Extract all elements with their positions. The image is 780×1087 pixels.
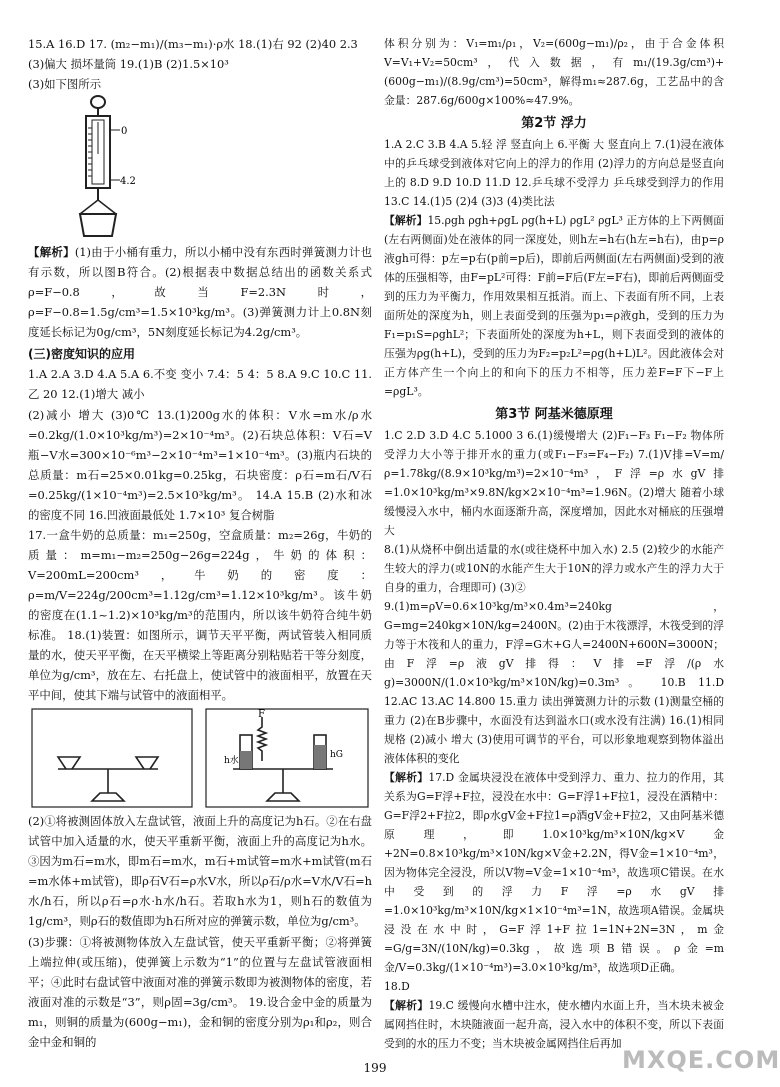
analysis-tag: 【解析】: [28, 245, 75, 260]
figure-label-water-height: h水: [224, 756, 239, 767]
answer-paragraph: 17.一盒牛奶的总质量：m₁=250g，空盒质量：m₂=26g，牛奶的质量：m=m₁−m₂=250g−26g=224g，牛奶的体积：V=200mL=200cm³，牛奶的密度：ρ=m/V=224g/200cm³=1.12g/cm³=1.12×10³kg/m³。该牛奶的密度在(1.1~1.2)×10³kg/m³的范围内，所以该牛奶符合纯牛奶标准。 18.(1)装置：如图所示，调节天平平衡，两试管装入相同质量的水，使天平平衡，在天平横梁上等距离分别粘贴若干等分刻度，单位为g/cm³，放在左、右托盘上，使试管中的液面相平，放置在天平中间，使其下端与试管中的液面相平。: [28, 527, 372, 703]
analysis-paragraph: 【解析】(1)由于小桶有重力，所以小桶中没有东西时弹簧测力计也有示数，所以图B符合。(2)根据表中数据总结出的函数关系式ρ=F−0.8，故当F=2.3N时，ρ=F−0.8=1.5g/cm³=1.5×10³kg/m³。(3)弹簧测力计上0.8N刻度延长标记为0g/cm³，5N刻度延长标记为4.2g/cm³。: [28, 245, 372, 340]
answer-line: 15.A 16.D 17. (m₂−m₁)/(m₃−m₁)·ρ水 18.(1)右 92 (2)40 2.3: [28, 37, 358, 51]
answer-paragraph: 9.(1)m=ρV=0.6×10³kg/m³×0.4m³=240kg，G=mg=240kg×10N/kg=2400N。(2)由于木筏漂浮，木筏受到的浮力等于木筏和人的重力，F浮=G木+G人=2400N+600N=3000N；由F浮=ρ液gV排得：V排=F浮/(ρ水g)=3000N/(1.0×10³kg/m³×10N/kg)=0.3m³。 10.B 11.D 12.AC 13.AC 14.800 15.重力 读出弹簧测力计的示数 (1)测量空桶的重力 (2)在B步骤中，水面没有达到溢水口(或水没有注满) 16.(1)相同规格 (2)减小 增大 (3)使用可调节的平台，可以形象地观察到物体溢出液体体积的变化: [384, 600, 725, 765]
figure-label-force: F: [258, 709, 265, 721]
answer-paragraph: (2)减小 增大 (3)0℃ 13.(1)200g水的体积：V水=m水/ρ水=0.2kg/(1.0×10³kg/m³)=2×10⁻⁴m³。(2)石块总体积：V石=V瓶−V水=300×10⁻⁶m³−2×10⁻⁴m³=1×10⁻⁴m³。(3)瓶内石块的总质量：m石=25×0.01kg=0.25kg，石块密度：ρ石=m石/V石=0.25kg/(1×10⁻⁴m³)=2.5×10³kg/m³。 14.A 15.B (2)水和冰的密度不同 16.凹液面最低处 1.7×10³ 复合树脂: [28, 407, 372, 522]
answer-paragraph: 8.(1)从烧杯中倒出适量的水(或往烧杯中加入水) 2.5 (2)较少的水能产生较大的浮力(或10N的水能产生大于10N的浮力或水产生的浮力大于自身的重力，合理即可) (3)②: [384, 543, 724, 594]
analysis-tag: 【解析】: [384, 999, 429, 1012]
section-heading: (三)密度知识的应用: [28, 347, 135, 362]
analysis-paragraph: 【解析】19.C 缓慢向水槽中注水，使水槽内水面上升，当木块未被金属网挡住时，木块随液面一起升高，浸入水中的体积不变，所以下表面受到的水的压力不变；当木块被金属网挡住后再加: [384, 999, 724, 1050]
analysis-tag: 【解析】: [384, 214, 428, 227]
answer-line: (3)如下图所示: [28, 77, 102, 92]
left-column: [28, 34, 372, 1052]
answer-line: 18.D: [384, 980, 410, 993]
balance-figure: [28, 705, 372, 811]
answer-paragraph: (3)步骤：①将被测物体放入左盘试管，使天平重新平衡；②将弹簧上端拉伸(或压缩)，使弹簧上示数为“1”的位置与左盘试管液面相平；④此时右盘试管中液面对准的弹簧示数即为被测物体的密度，若液面对准的示数是“3”，则ρ固=3g/cm³。 19.设合金中金的质量为m₁，则铜的质量为(600g−m₁)，金和铜的密度分别为ρ₁和ρ₂，则合金中金和铜的: [28, 934, 372, 1049]
answer-paragraph: 1.A 2.A 3.D 4.A 5.A 6.不变 变小 7.4：5 4：5 8.A 9.C 10.C 11.乙 20 12.(1)增大 减小: [28, 367, 372, 402]
answer-paragraph: 体积分别为：V₁=m₁/ρ₁，V₂=(600g−m₁)/ρ₂，由于合金体积V=V₁+V₂=50cm³，代入数据，有m₁/(19.3g/cm³)+(600g−m₁)/(8.9g/cm³)=50cm³，解得m₁≈287.6g，工艺品中的含金量：287.6g/600g×100%≈47.9%。: [384, 37, 724, 107]
analysis-tag: 【解析】: [384, 771, 429, 784]
page-number: 199: [363, 1061, 387, 1075]
analysis-paragraph: 【解析】15.ρgh ρgh+ρgL ρg(h+L) ρgL² ρgL³ 正方体的上下两侧面(左右两侧面)处在液体的同一深度处，则h左=h右(h左=h右)，由p=ρ液gh可得：p左=p右(p前=p后)，即前后两侧面(左右两侧面)受到的液体的压强相等，由F=pL²可得：F前=F后(F左=F右)，即前后两侧面受到的压力为平衡力，作用效果相互抵消。而上、下表面有所不同，上表面所处的深度为h，则上表面受到的压强为p₁=ρ液gh，受到的压力为F₁=p₁S=ρghL²；下表面所处的深度为h+L，则下表面受到的液体的压强为ρg(h+L)，受到的压力为F₂=p₂L²=ρg(h+L)L²。因此液体会对正方体产生一个向上的和向下的压力不相等，压力差F=F下−F上=ρgL³。: [384, 214, 724, 398]
answer-paragraph: 1.C 2.D 3.D 4.C 5.1000 3 6.(1)缓慢增大 (2)F₁−F₃ F₁−F₂ 物体所受浮力大小等于排开水的重力(或F₁−F₃=F₄−F₂) 7.(1)V排=V=m/ρ=1.78kg/(8.9×10³kg/m³)=2×10⁻⁴m³，F浮=ρ水gV排=1.0×10³kg/m³×9.8N/kg×2×10⁻⁴m³=1.96N。(2)增大 随着小球缓慢浸入水中，桶内水面逐渐升高，深度增加，因此水对桶底的压强增大: [384, 429, 724, 537]
scale-label-bottom: 4.2: [120, 176, 136, 188]
answer-paragraph: 1.A 2.C 3.B 4.A 5.轻 浮 竖直向上 6.平衡 大 竖直向上 7.(1)浸在液体中的乒乓球受到液体对它向上的浮力的作用 (2)浮力的方向总是竖直向上的 8.D 9.D 10.D 11.D 12.乒乓球不受浮力 乒乓球受到浮力的作用 13.C 14.(1)5 (2)4 (3)3 (4)类比法: [384, 138, 724, 208]
spring-scale-figure: [28, 94, 168, 242]
analysis-paragraph: 【解析】17.D 金属块浸没在液体中受到浮力、重力、拉力的作用，其关系为G=F浮+F拉，浸没在水中：G=F浮1+F拉1，浸没在酒精中：G=F浮2+F拉2，即ρ水gV金+F拉1=ρ酒gV金+F拉2，又由阿基米德原理，即1.0×10³kg/m³×10N/kg×V金+2N=0.8×10³kg/m³×10N/kg×V金+2.2N，得V金=1×10⁻⁴m³，因为物体完全浸没，所以V物=V金=1×10⁻⁴m³，故选项C错误。在水中受到的浮力F浮=ρ水gV排=1.0×10³kg/m³×10N/kg×1×10⁻⁴m³=1N，故选项A错误。金属块浸没在水中时，G=F浮1+F拉1=1N+2N=3N，m金=G/g=3N/(10N/kg)=0.3kg，故选项B错误。ρ金=m金/V=0.3kg/(1×10⁻⁴m³)=3.0×10³kg/m³，故选项D正确。: [384, 771, 724, 974]
answer-paragraph: (2)①将被测固体放入左盘试管，液面上升的高度记为h石。②在右盘试管中加入适量的水，使天平重新平衡，液面上升的高度记为h水。③因为m石=m水，即m石=m水，m石+m试管=m水+m试管(m石=m水体+m试管)，即ρ石V石=ρ水V水，所以ρ石/ρ水=V水/V石=h水/h石，所以ρ石=ρ水·h水/h石。若取h水为1，则h石的数值为1g/cm³，则ρ石的数值即为h石所对应的弹簧示数，单位为g/cm³。: [28, 814, 372, 929]
scale-label-top: 0: [121, 126, 128, 138]
section-title: 第2节 浮力: [521, 116, 587, 131]
section-title: 第3节 阿基米德原理: [495, 407, 613, 422]
right-column: [384, 34, 724, 1053]
figure-label-solid-height: hG: [330, 750, 343, 761]
answer-line: (3)偏大 损坏量筒 19.(1)B (2)1.5×10³: [28, 57, 229, 72]
watermark: MXQE.COM: [622, 1046, 780, 1074]
